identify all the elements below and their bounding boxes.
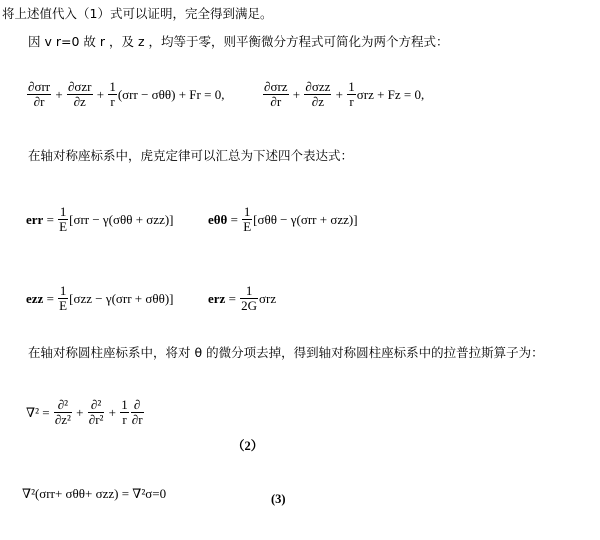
fraction-dsigrr-dr: $\frac{\text{∂σrr}}{\partial r}$ <box>28 79 51 109</box>
equation-number-2: （2） <box>232 439 264 453</box>
laplace-operator: ∇² = $\frac{\text{∂²}}{\text{∂z²}}$ + $\frac{\text{∂²}}{\text{∂r²}}$ + $\frac{1}{r}$ $\frac{\partial}{\partial r}$ <box>26 397 143 427</box>
intro-line: 将上述值代入（1）式可以证明，完全得到满足。 <box>2 6 273 21</box>
simplification-line: 因 v r=0 故 r ，及 z ，均等于零，则平衡微分方程式可简化为两个方程式： <box>28 34 449 49</box>
fraction-dsigrz-dr: $\frac{\text{∂σrz}}{\partial r}$ <box>264 79 288 109</box>
hooke-err: err = $\frac{1}{E}$ [σrr − γ(σθθ + σzz)] <box>26 204 174 234</box>
hooke-erz: erz = $\frac{1}{2G}$ σrz <box>208 283 277 313</box>
laplace-intro-line: 在轴对称圆柱座标系中，将对 θ 的微分项去掉，得到轴对称圆柱座标系中的拉普拉斯算子为： <box>28 345 544 360</box>
fraction-one-over-r-2: $\frac{1}{r}$ <box>348 79 355 109</box>
fraction-dsigzz-dz: $\frac{\text{∂σzz}}{\partial z}$ <box>305 79 331 109</box>
fraction-dsigzr-dz: $\frac{\text{∂σzr}}{\partial z}$ <box>67 79 92 109</box>
equilibrium-equation-z: $\frac{\text{∂σrz}}{\partial r}$ + $\frac{\text{∂σzz}}{\partial z}$ + $\frac{1}{r}$ σrz + Fz = 0, <box>264 79 425 109</box>
equilibrium-equation-r: $\frac{\text{∂σrr}}{\partial r}$ + $\frac{\text{∂σzr}}{\partial z}$ + $\frac{1}{r}$ (σrr − σθθ) + Fr = 0, <box>28 79 225 109</box>
hooke-ezz: ezz = $\frac{1}{E}$ [σzz − γ(σrr + σθθ)] <box>26 283 174 313</box>
hooke-ethetatheta: eθθ = $\frac{1}{E}$ [σθθ − γ(σrr + σzz)] <box>208 204 358 234</box>
equation-number-3: (3) <box>271 492 286 506</box>
fraction-one-over-r: $\frac{1}{r}$ <box>109 79 116 109</box>
equation-3: ∇²(σrr+ σθθ+ σzz) = ∇²σ=0 <box>22 486 167 501</box>
hooke-intro-line: 在轴对称座标系中，虎克定律可以汇总为下述四个表达式： <box>28 148 354 163</box>
